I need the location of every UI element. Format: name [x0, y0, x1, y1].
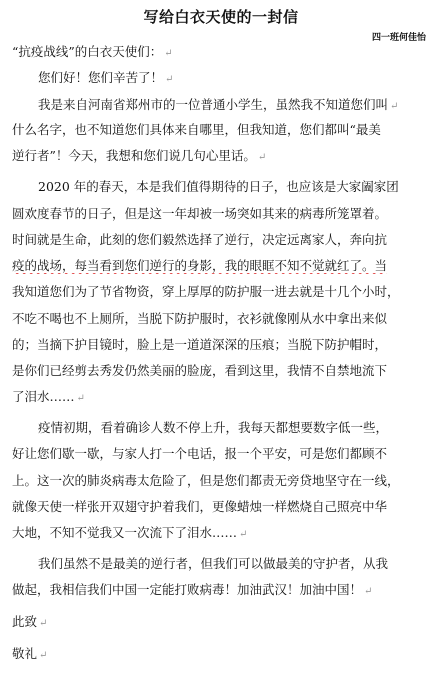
- paragraph-mark-icon: ↵: [39, 618, 48, 629]
- paragraph-mark-icon: ↵: [165, 74, 174, 85]
- author-byline: 四一班何佳怡: [371, 33, 426, 43]
- body-line: 不吃不喝也不上厕所，当脱下防护服时，衣衫就像刚从水中拿出来似: [12, 311, 388, 326]
- closing-line: 敬礼 ↵: [12, 646, 48, 661]
- body-line: 疫情初期，看着确诊人数不停上升，我每天都想要数字低一些，: [38, 420, 389, 435]
- body-line: 就像天使一样张开双翅守护着我们，更像蜡烛一样燃烧自己照亮中华: [12, 499, 388, 514]
- body-line: 逆行者”！今天，我想和您们说几句心里话。 ↵: [12, 148, 267, 163]
- paragraph-mark-icon: ↵: [257, 152, 267, 163]
- body-line: 了泪水…… ↵: [12, 389, 85, 404]
- greeting-line: 您们好！您们辛苦了！ ↵: [38, 70, 174, 85]
- body-line: 我们虽然不是最美的逆行者，但我们可以做最美的守护者，从我: [38, 556, 389, 571]
- closing-line: 此致 ↵: [12, 614, 48, 629]
- paragraph-mark-icon: ↵: [364, 586, 373, 597]
- body-line: 是你们已经剪去秀发仍然美丽的脸庞，看到这里，我情不自禁地流下: [12, 363, 388, 378]
- body-line: 时间就是生命，此刻的您们毅然选择了逆行，决定远离家人，奔向抗: [12, 232, 388, 247]
- body-line: 我是来自河南省郑州市的一位普通小学生，虽然我不知道您们叫 ↵: [38, 97, 399, 112]
- body-line: 做起，我相信我们中国一定能打败病毒！加油武汉！加油中国！ ↵: [12, 582, 373, 597]
- paragraph-mark-icon: ↵: [39, 650, 48, 661]
- body-line: 上。这一次的肺炎病毒太危险了，但是您们都责无旁贷地坚守在一线，: [12, 473, 400, 488]
- body-line: 疫的战场，每当看到您们逆行的身影，我的眼眶不知不觉就红了。当: [12, 258, 388, 273]
- body-line: 什么名字，也不知道您们具体来自哪里，但我知道，您们都叫“最美: [12, 122, 381, 137]
- paragraph-mark-icon: ↵: [76, 393, 85, 404]
- body-line: 大地，不知不觉我又一次流下了泪水…… ↵: [12, 525, 248, 540]
- paragraph-mark-icon: ↵: [390, 101, 399, 112]
- letter-title: 写给白衣天使的一封信: [143, 8, 299, 26]
- body-line: 的；当摘下护目镜时，脸上是一道道深深的压痕；当脱下防护帽时，: [12, 337, 388, 352]
- body-line: 2020 年的春天，本是我们值得期待的日子，也应该是大家阖家团: [38, 179, 399, 194]
- body-line: 圆欢度春节的日子，但是这一年却被一场突如其来的病毒所笼罩着。: [12, 206, 388, 221]
- paragraph-mark-icon: ↵: [164, 48, 173, 59]
- salutation-line: “抗疫战线”的白衣天使们： ↵: [12, 44, 173, 59]
- body-line: 好让您们歇一歇，与家人打一个电话，报一个平安，可是您们都顾不: [12, 446, 388, 461]
- body-line: 我知道您们为了节省物资，穿上厚厚的防护服一进去就是十几个小时，: [12, 284, 400, 299]
- paragraph-mark-icon: ↵: [239, 529, 248, 540]
